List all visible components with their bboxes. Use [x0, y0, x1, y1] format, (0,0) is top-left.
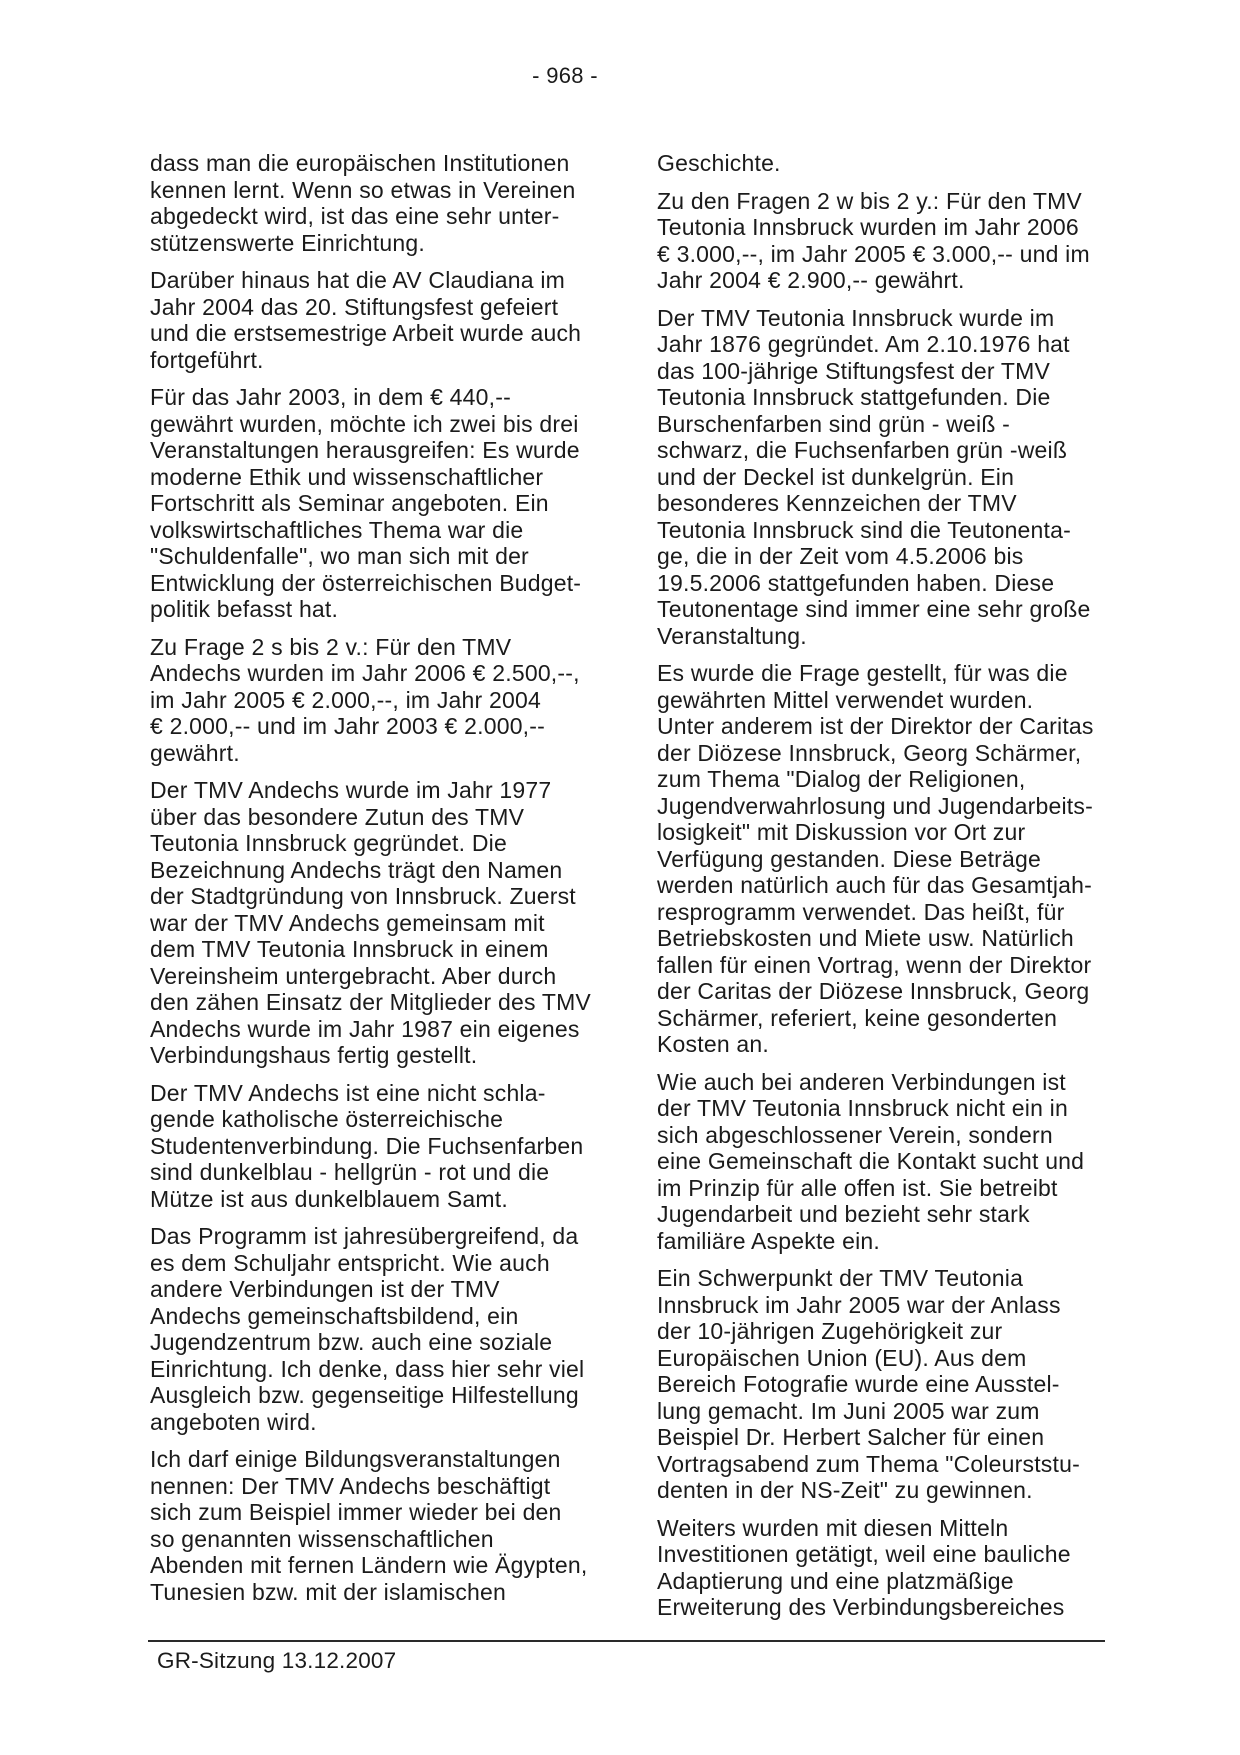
text-line: Vereinsheim untergebracht. Aber durch: [150, 962, 557, 989]
text-line: im Jahr 2005 € 2.000,--, im Jahr 2004: [150, 686, 541, 713]
paragraph: [150, 1080, 598, 1213]
paragraph: [150, 384, 598, 623]
text-line: Europäischen Union (EU). Aus dem: [657, 1344, 1027, 1371]
text-line: Teutonia Innsbruck wurden im Jahr 2006: [657, 214, 1079, 240]
text-line: der Diözese Innsbruck, Georg Schärmer,: [657, 739, 1082, 766]
text-line: "Schuldenfalle", wo man sich mit der: [150, 543, 529, 569]
text-line: der TMV Teutonia Innsbruck nicht ein in: [657, 1095, 1068, 1121]
text-line: nennen: Der TMV Andechs beschäftigt: [150, 1472, 551, 1499]
text-line: werden natürlich auch für das Gesamtjah-: [657, 872, 1092, 898]
text-line: Das Programm ist jahresübergreifend, da: [150, 1223, 579, 1249]
text-line: Beispiel Dr. Herbert Salcher für einen: [657, 1424, 1045, 1450]
text-line: Der TMV Andechs ist eine nicht schla-: [150, 1079, 546, 1106]
text-line: sich zum Beispiel immer wieder bei den: [150, 1499, 562, 1525]
text-line: gewährten Mittel verwendet wurden.: [657, 686, 1034, 713]
text-line: Mütze ist aus dunkelblauem Samt.: [150, 1185, 508, 1212]
paragraph: [150, 777, 598, 1069]
text-line: Ein Schwerpunkt der TMV Teutonia: [657, 1265, 1024, 1291]
text-line: volkswirtschaftliches Thema war die: [150, 516, 524, 543]
paragraph: [150, 267, 598, 373]
text-line: Andechs gemeinschaftsbildend, ein: [150, 1302, 519, 1329]
text-line: dass man die europäischen Institutionen: [150, 150, 570, 176]
text-line: Schärmer, referiert, keine gesonderten: [657, 1004, 1058, 1031]
text-line: Innsbruck im Jahr 2005 war der Anlass: [657, 1291, 1061, 1318]
text-line: Geschichte.: [657, 150, 781, 176]
text-line: € 3.000,--, im Jahr 2005 € 3.000,-- und im: [657, 240, 1090, 267]
right-column: [657, 150, 1107, 1632]
text-line: 19.5.2006 stattgefunden haben. Diese: [657, 569, 1055, 596]
text-line: stützenswerte Einrichtung.: [150, 229, 425, 256]
text-line: gende katholische österreichische: [150, 1106, 504, 1132]
text-line: kennen lernt. Wenn so etwas in Vereinen: [150, 176, 576, 203]
text-line: sind dunkelblau - hellgrün - rot und die: [150, 1159, 550, 1185]
text-line: fortgeführt.: [150, 346, 264, 373]
text-line: zum Thema "Dialog der Religionen,: [657, 766, 1026, 792]
text-line: Kosten an.: [657, 1031, 769, 1057]
text-line: Studentenverbindung. Die Fuchsenfarben: [150, 1132, 584, 1159]
text-line: politik befasst hat.: [150, 596, 339, 622]
text-line: das 100-jährige Stiftungsfest der TMV: [657, 357, 1051, 384]
text-line: Erweiterung des Verbindungsbereiches: [657, 1594, 1065, 1620]
text-line: Abenden mit fernen Ländern wie Ägypten,: [150, 1552, 588, 1578]
text-line: Jugendverwahrlosung und Jugendarbeits-: [657, 792, 1093, 819]
text-line: angeboten wird.: [150, 1408, 317, 1435]
text-line: Wie auch bei anderen Verbindungen ist: [657, 1068, 1066, 1095]
paragraph: [150, 1446, 598, 1605]
text-line: der 10-jährigen Zugehörigkeit zur: [657, 1318, 1003, 1344]
text-line: gewährt.: [150, 739, 240, 766]
text-line: Veranstaltung.: [657, 622, 807, 649]
text-line: den zähen Einsatz der Mitglieder des TMV: [150, 989, 591, 1015]
text-line: und der Deckel ist dunkelgrün. Ein: [657, 463, 1015, 490]
text-line: resprogramm verwendet. Das heißt, für: [657, 898, 1065, 925]
text-line: Teutonia Innsbruck sind die Teutonenta-: [657, 516, 1071, 543]
text-line: war der TMV Andechs gemeinsam mit: [150, 909, 545, 936]
text-line: Weiters wurden mit diesen Mitteln: [657, 1514, 1009, 1541]
text-line: losigkeit" mit Diskussion vor Ort zur: [657, 819, 1026, 845]
text-line: Ich darf einige Bildungsveranstaltungen: [150, 1446, 561, 1472]
text-line: Vortragsabend zum Thema "Coleurststu-: [657, 1450, 1080, 1477]
paragraph: [150, 1223, 598, 1435]
text-line: ge, die in der Zeit vom 4.5.2006 bis: [657, 543, 1024, 569]
text-line: andere Verbindungen ist der TMV: [150, 1276, 500, 1302]
text-line: fallen für einen Vortrag, wenn der Direktor: [657, 951, 1092, 978]
text-line: besonderes Kennzeichen der TMV: [657, 490, 1017, 516]
text-line: so genannten wissenschaftlichen: [150, 1525, 494, 1552]
text-line: Jahr 2004 € 2.900,-- gewährt.: [657, 267, 965, 293]
paragraph: [657, 1265, 1107, 1504]
text-line: moderne Ethik und wissenschaftlicher: [150, 463, 544, 490]
text-line: Jugendarbeit und bezieht sehr stark: [657, 1201, 1030, 1227]
text-line: eine Gemeinschaft die Kontakt sucht und: [657, 1148, 1085, 1174]
text-line: gewährt wurden, möchte ich zwei bis drei: [150, 410, 579, 437]
text-line: Bezeichnung Andechs trägt den Namen: [150, 856, 563, 883]
paragraph: [150, 634, 598, 767]
paragraph: [657, 660, 1107, 1058]
text-line: und die erstsemestrige Arbeit wurde auch: [150, 320, 582, 346]
text-line: Verbindungshaus fertig gestellt.: [150, 1042, 478, 1068]
text-line: Veranstaltungen herausgreifen: Es wurde: [150, 437, 580, 463]
text-line: sich abgeschlossener Verein, sondern: [657, 1121, 1053, 1148]
text-line: Betriebskosten und Miete usw. Natürlich: [657, 925, 1074, 951]
text-line: Andechs wurde im Jahr 1987 ein eigenes: [150, 1015, 580, 1042]
text-line: Andechs wurden im Jahr 2006 € 2.500,--,: [150, 660, 580, 686]
text-line: familiäre Aspekte ein.: [657, 1227, 881, 1254]
text-line: Der TMV Andechs wurde im Jahr 1977: [150, 777, 552, 803]
text-line: es dem Schuljahr entspricht. Wie auch: [150, 1249, 550, 1276]
text-line: Teutonia Innsbruck gegründet. Die: [150, 830, 507, 856]
text-line: Zu Frage 2 s bis 2 v.: Für den TMV: [150, 633, 512, 660]
paragraph: [657, 150, 1107, 177]
text-line: der Stadtgründung von Innsbruck. Zuerst: [150, 883, 576, 909]
text-line: Teutonentage sind immer eine sehr große: [657, 596, 1091, 622]
text-line: Jahr 1876 gegründet. Am 2.10.1976 hat: [657, 331, 1070, 357]
text-line: Es wurde die Frage gestellt, für was die: [657, 660, 1068, 686]
footer-divider: [148, 1640, 1105, 1642]
text-line: Adaptierung und eine platzmäßige: [657, 1567, 1014, 1594]
text-line: Investitionen getätigt, weil eine bauliche: [657, 1541, 1071, 1567]
paragraph: [657, 1515, 1107, 1621]
text-line: Tunesien bzw. mit der islamischen: [150, 1578, 507, 1605]
left-column: [150, 150, 598, 1616]
paragraph: [657, 305, 1107, 650]
text-line: schwarz, die Fuchsenfarben grün -weiß: [657, 437, 1068, 463]
text-line: € 2.000,-- und im Jahr 2003 € 2.000,--: [150, 713, 545, 739]
text-line: Verfügung gestanden. Diese Beträge: [657, 845, 1042, 872]
text-line: Jahr 2004 das 20. Stiftungsfest gefeiert: [150, 293, 559, 320]
text-line: Entwicklung der österreichischen Budget-: [150, 569, 582, 596]
text-line: abgedeckt wird, ist das eine sehr unter-: [150, 203, 560, 229]
text-line: Darüber hinaus hat die AV Claudiana im: [150, 267, 566, 293]
paragraph: [657, 1069, 1107, 1255]
text-line: Unter anderem ist der Direktor der Caritas: [657, 713, 1094, 739]
text-line: Burschenfarben sind grün - weiß -: [657, 410, 1011, 437]
text-line: über das besondere Zutun des TMV: [150, 803, 525, 830]
text-line: im Prinzip für alle offen ist. Sie betreibt: [657, 1174, 1058, 1201]
text-line: Bereich Fotografie wurde eine Ausstel-: [657, 1371, 1060, 1397]
text-line: Fortschritt als Seminar angeboten. Ein: [150, 490, 549, 516]
text-line: denten in der NS-Zeit" zu gewinnen.: [657, 1477, 1033, 1503]
footer-label: GR-Sitzung 13.12.2007: [157, 1648, 397, 1673]
text-line: Teutonia Innsbruck stattgefunden. Die: [657, 384, 1051, 410]
text-line: Für das Jahr 2003, in dem € 440,--: [150, 384, 511, 410]
text-line: lung gemacht. Im Juni 2005 war zum: [657, 1397, 1040, 1424]
text-line: Der TMV Teutonia Innsbruck wurde im: [657, 304, 1055, 331]
text-line: Einrichtung. Ich denke, dass hier sehr viel: [150, 1355, 585, 1382]
text-line: Zu den Fragen 2 w bis 2 y.: Für den TMV: [657, 187, 1082, 214]
text-line: der Caritas der Diözese Innsbruck, Georg: [657, 978, 1090, 1004]
text-line: dem TMV Teutonia Innsbruck in einem: [150, 936, 549, 962]
paragraph: [150, 150, 598, 256]
page-number: - 968 -: [532, 63, 598, 88]
text-line: Ausgleich bzw. gegenseitige Hilfestellung: [150, 1382, 579, 1408]
text-line: Jugendzentrum bzw. auch eine soziale: [150, 1329, 553, 1355]
paragraph: [657, 188, 1107, 294]
